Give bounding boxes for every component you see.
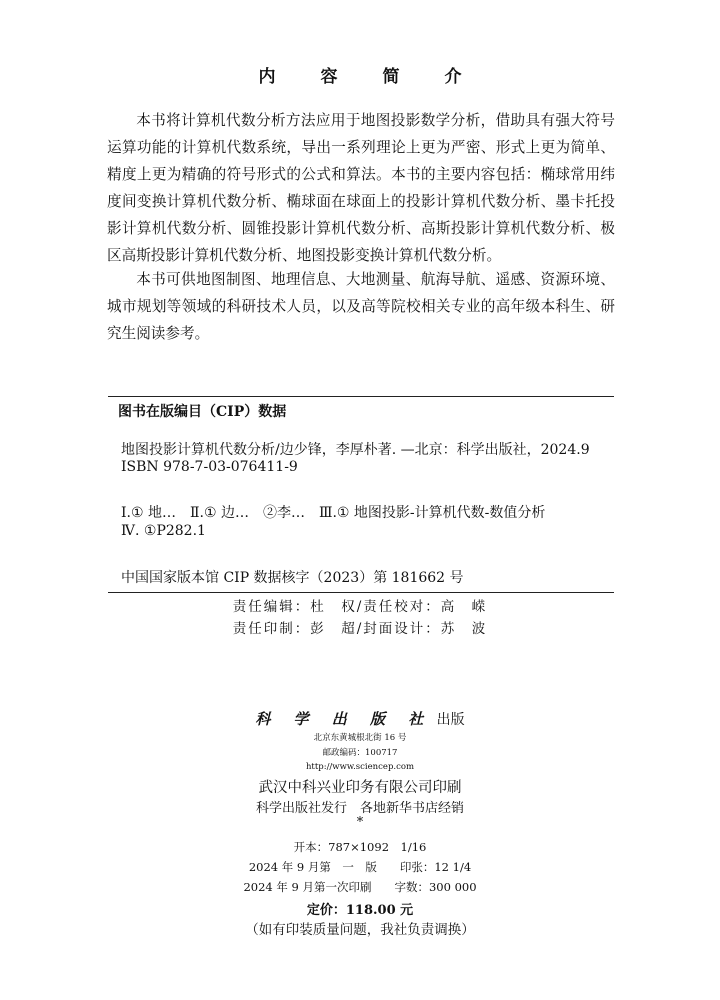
quality-note: （如有印装质量问题，我社负责调换）: [245, 922, 475, 938]
price-line: 定价：118.00 元: [306, 903, 414, 918]
publisher-address: 北京东黄城根北街 16 号: [313, 733, 407, 743]
separator-asterisk: *: [356, 815, 364, 830]
cip-bottom-rule: [108, 592, 614, 593]
spec-format: 开本：787×1092 1/16: [293, 840, 427, 854]
publisher-line: [0, 708, 720, 729]
intro-paragraph-2: [107, 266, 615, 347]
cip-isbn-line: ISBN 978-7-03-076411-9: [121, 459, 298, 475]
distribution-line: 科学出版社发行 各地新华书店经销: [255, 801, 464, 816]
cip-heading: 图书在版编目（CIP）数据: [118, 404, 287, 420]
page-title: 内 容 简 介: [258, 67, 476, 87]
publisher-postcode: 邮政编码：100717: [322, 748, 398, 758]
cip-record-number-line: 中国国家版本馆 CIP 数据核字（2023）第 181662 号: [121, 570, 464, 586]
intro-paragraph-1: [107, 107, 615, 269]
intro-text-2: 本书可供地图制图、地理信息、大地测量、航海导航、遥感、资源环境、城市规划等领域的科研技术人员，以及高等院校相关专业的高年级本科生、研究生阅读参考。: [107, 271, 615, 342]
publisher-website: http://www.sciencep.com: [305, 762, 415, 772]
cip-classification-line: Ⅰ.① 地… Ⅱ.① 边… ②李… Ⅲ.① 地图投影-计算机代数-数值分析: [121, 505, 546, 521]
cip-class-number-line: Ⅳ. ①P282.1: [121, 523, 206, 539]
staff-production-line: 责任印制：彭 超/封面设计：苏 波: [232, 621, 488, 637]
cip-top-rule: [108, 396, 614, 397]
cip-title-line: 地图投影计算机代数分析/边少锋，李厚朴著. —北京：科学出版社，2024.9: [121, 442, 590, 458]
publisher-suffix: 出版: [432, 712, 465, 728]
intro-text-1: 本书将计算机代数分析方法应用于地图投影数学分析，借助具有强大符号运算功能的计算机代数系统，导出一系列理论上更为严密、形式上更为简单、精度上更为精确的符号形式的公式和算法。本书的主要内容包括：椭球常用纬度间变换计算机代数分析、椭球面在球面上的投影计算机代数分析、墨卡托投影计算机代数分析、圆锥投影计算机代数分析、高斯投影计算机代数分析、极区高斯投影计算机代数分析、地图投影变换计算机代数分析。: [107, 112, 615, 264]
publisher-logo: 科 学 出 版 社: [255, 710, 433, 728]
staff-editors-line: 责任编辑：杜 权/责任校对：高 嵘: [232, 599, 488, 615]
spec-printing: 2024 年 9 月第一次印刷 字数：300 000: [243, 880, 477, 894]
printer-line: 武汉中科兴业印务有限公司印刷: [258, 780, 462, 796]
spec-edition: 2024 年 9 月第 一 版 印张：12 1/4: [248, 860, 472, 874]
